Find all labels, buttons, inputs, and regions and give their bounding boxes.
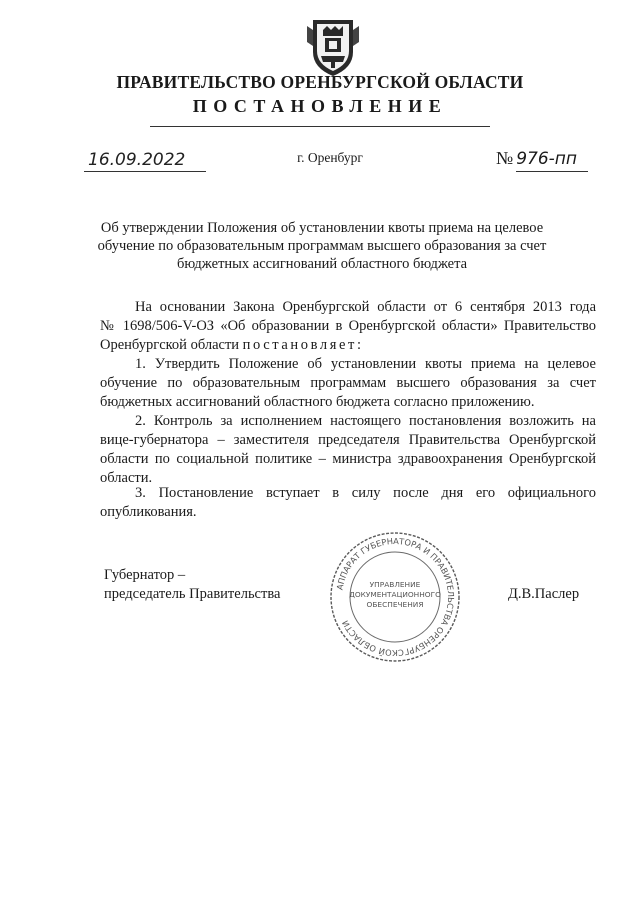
body-line: 1. Утвердить Положение об установлении квоты приема на целевое <box>135 356 596 372</box>
body-line: На основании Закона Оренбургской области от 6 сентября 2013 года <box>135 299 596 315</box>
body-line: 3. Постановление вступает в силу после дня его официального <box>135 485 596 501</box>
official-stamp <box>328 530 462 664</box>
signer-name: Д.В.Паслер <box>508 586 580 602</box>
document-type: ПОСТАНОВЛЕНИЕ <box>192 96 448 116</box>
stamp-center-line1: УПРАВЛЕНИЕ <box>369 580 421 589</box>
resolution-word: постановляет: <box>242 337 364 353</box>
stamp-center-line2: ДОКУМЕНТАЦИОННОГО <box>349 590 441 599</box>
body-text: Оренбургской области <box>100 337 243 353</box>
signer-position-line1: Губернатор – <box>104 567 186 583</box>
signer-position-line2: председатель Правительства <box>104 586 281 602</box>
document-date: 16.09.2022 <box>88 150 186 170</box>
body-line: области. <box>100 470 153 486</box>
coat-of-arms-emblem-icon <box>307 16 359 78</box>
number-value: 976-пп <box>516 149 577 169</box>
date-underline <box>84 171 206 172</box>
header-divider <box>150 126 490 127</box>
title-line: бюджетных ассигнований областного бюджета <box>176 256 468 272</box>
body-line: № 1698/506-V-ОЗ «Об образовании в Оренбургской области» Правительство <box>100 318 596 334</box>
body-line: вице-губернатора – заместителя председателя Правительства Оренбургской <box>100 432 596 448</box>
number-underline <box>516 171 588 172</box>
title-line: Об утверждении Положения об установлении квоты приема на целевое <box>100 220 544 236</box>
stamp-ring-text: АППАРАТ ГУБЕРНАТОРА И ПРАВИТЕЛЬСТВА ОРЕНБУРГСКОЙ ОБЛАСТИ <box>334 535 457 659</box>
document-number <box>496 148 577 169</box>
body-line: опубликования. <box>100 504 197 520</box>
stamp-center-line3: ОБЕСПЕЧЕНИЯ <box>366 600 424 609</box>
body-line <box>100 337 596 354</box>
organization-name: ПРАВИТЕЛЬСТВО ОРЕНБУРГСКОЙ ОБЛАСТИ <box>116 72 524 92</box>
title-line: обучение по образовательным программам высшего образования за счет <box>97 238 547 254</box>
body-line: области по социальной политике – министра здравоохранения Оренбургской <box>100 451 596 467</box>
document-title <box>92 219 552 273</box>
body-line: обучение по образовательным программам высшего образования за счет <box>100 375 596 391</box>
body-line: 2. Контроль за исполнением настоящего постановления возложить на <box>135 413 596 429</box>
number-label: № <box>496 148 514 168</box>
document-city: г. Оренбург <box>297 150 363 165</box>
body-line: бюджетных ассигнований областного бюджета согласно приложению. <box>100 394 535 410</box>
